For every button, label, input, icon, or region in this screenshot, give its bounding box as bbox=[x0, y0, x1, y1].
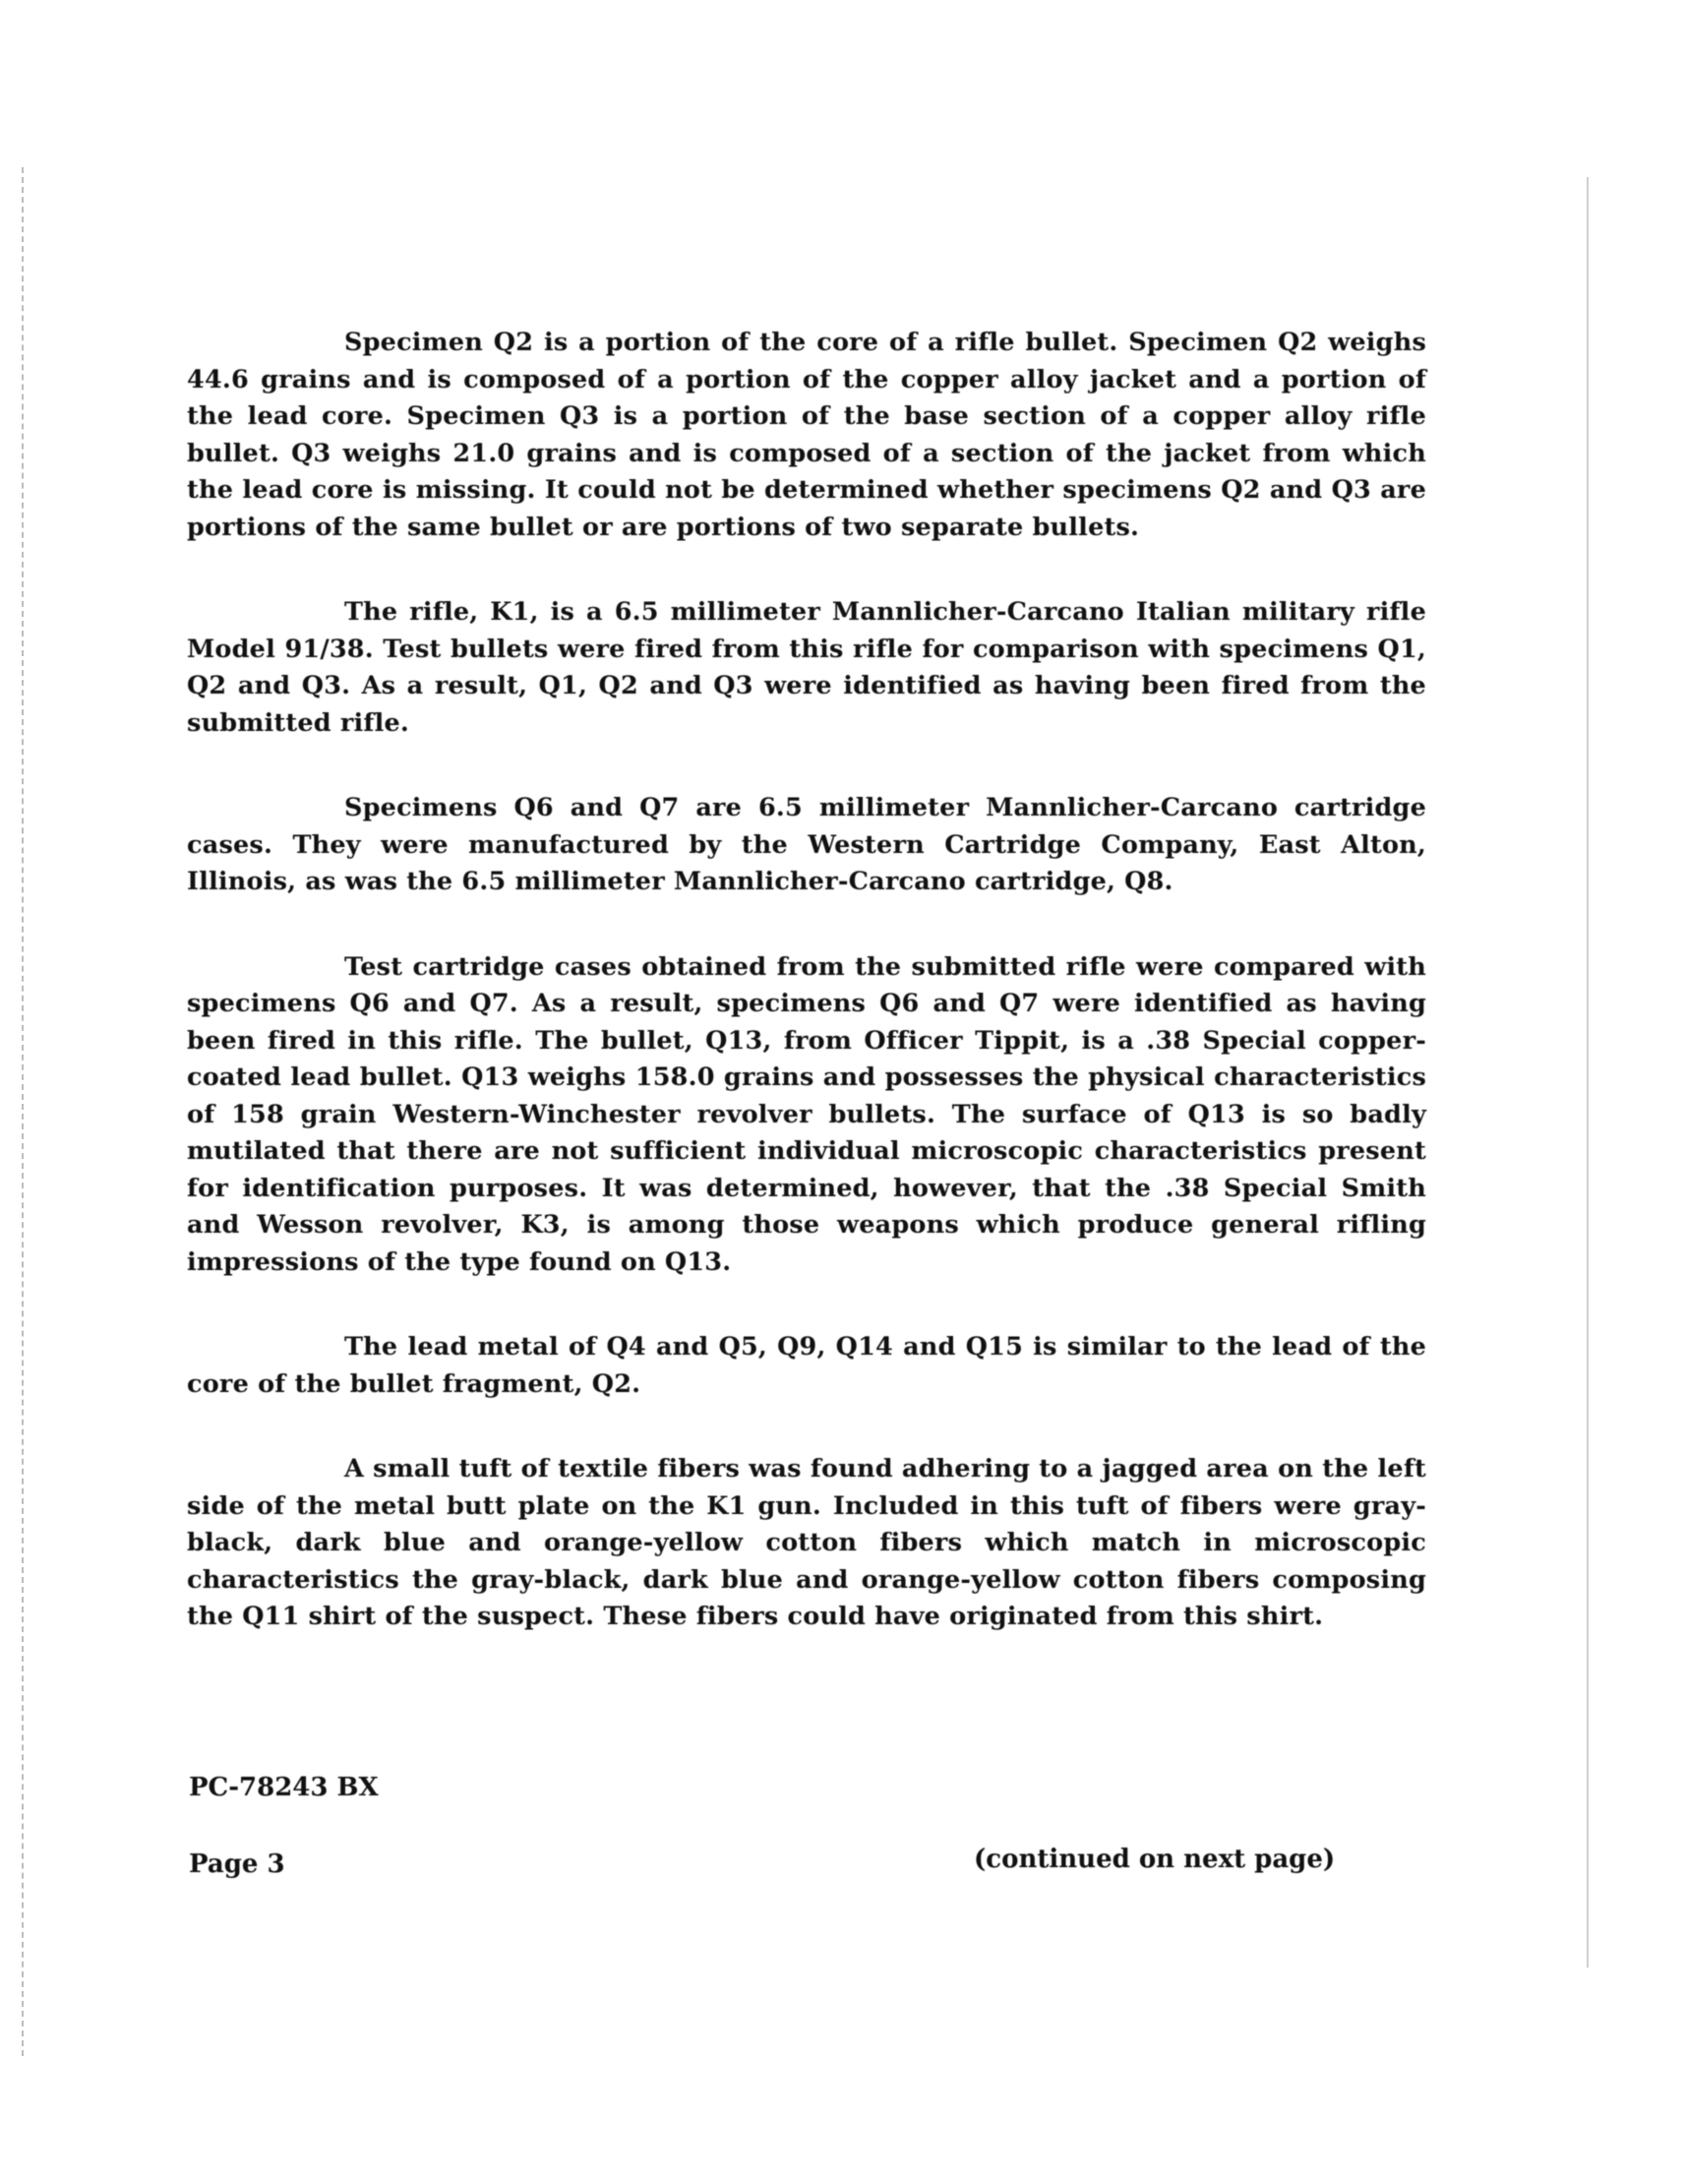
paragraph-textile-fibers: A small tuft of textile fibers was found adhering to a jagged area on the left side of the metal butt plate on the K1 gun. Included in this tuft of fibers were gray-black, dark blue and orange-yellow cotton fibers which match in microscopic characteristics the gray-black, dark blue and orange-yellow cotton fibers composing the Q11 shirt of the suspect. These fibers could have originated from this shirt. bbox=[187, 1454, 1426, 1631]
paragraph-rifle-k1: The rifle, K1, is a 6.5 millimeter Mannlicher-Carcano Italian military rifle Model 91/38. Test bullets were fired from this rifle for comparison with specimens Q1, Q2 and Q3. As a result, Q1, Q2 and Q3 were identified as having been fired from the submitted rifle. bbox=[187, 597, 1426, 738]
scan-edge-right bbox=[1587, 177, 1589, 1968]
paragraph-lead-metal: The lead metal of Q4 and Q5, Q9, Q14 and Q15 is similar to the lead of the core of the bullet fragment, Q2. bbox=[187, 1332, 1426, 1399]
report-body bbox=[187, 325, 1426, 1684]
paragraph-specimens-q2-q3: Specimen Q2 is a portion of the core of a rifle bullet. Specimen Q2 weighs 44.6 grains and is composed of a portion of the copper alloy jacket and a portion of the lead core. Specimen Q3 is a portion of the base section of a copper alloy rifle bullet. Q3 weighs 21.0 grains and is composed of a section of the jacket from which the lead core is missing. It could not be determined whether specimens Q2 and Q3 are portions of the same bullet or are portions of two separate bullets. bbox=[187, 328, 1426, 542]
continued-note: (continued on next page) bbox=[974, 1845, 1336, 1874]
file-reference: PC-78243 BX bbox=[189, 1773, 379, 1802]
paragraph-test-cartridges: Test cartridge cases obtained from the submitted rifle were compared with specimens Q6 and Q7. As a result, specimens Q6 and Q7 were identified as having been fired in this rifle. The bullet, Q13, from Officer Tippit, is a .38 Special copper-coated lead bullet. Q13 weighs 158.0 grains and possesses the physical characteristics of 158 grain Western-Winchester revolver bullets. The surface of Q13 is so badly mutilated that there are not sufficient individual microscopic characteristics present for identification purposes. It was determined, however, that the .38 Special Smith and Wesson revolver, K3, is among those weapons which produce general rifling impressions of the type found on Q13. bbox=[187, 951, 1426, 1277]
page-number: Page 3 bbox=[189, 1850, 285, 1879]
paragraph-cartridge-cases: Specimens Q6 and Q7 are 6.5 millimeter Mannlicher-Carcano cartridge cases. They were manufactured by the Western Cartridge Company, East Alton, Illinois, as was the 6.5 millimeter Mannlicher-Carcano cartridge, Q8. bbox=[187, 793, 1426, 896]
scan-edge-left bbox=[22, 167, 24, 2056]
